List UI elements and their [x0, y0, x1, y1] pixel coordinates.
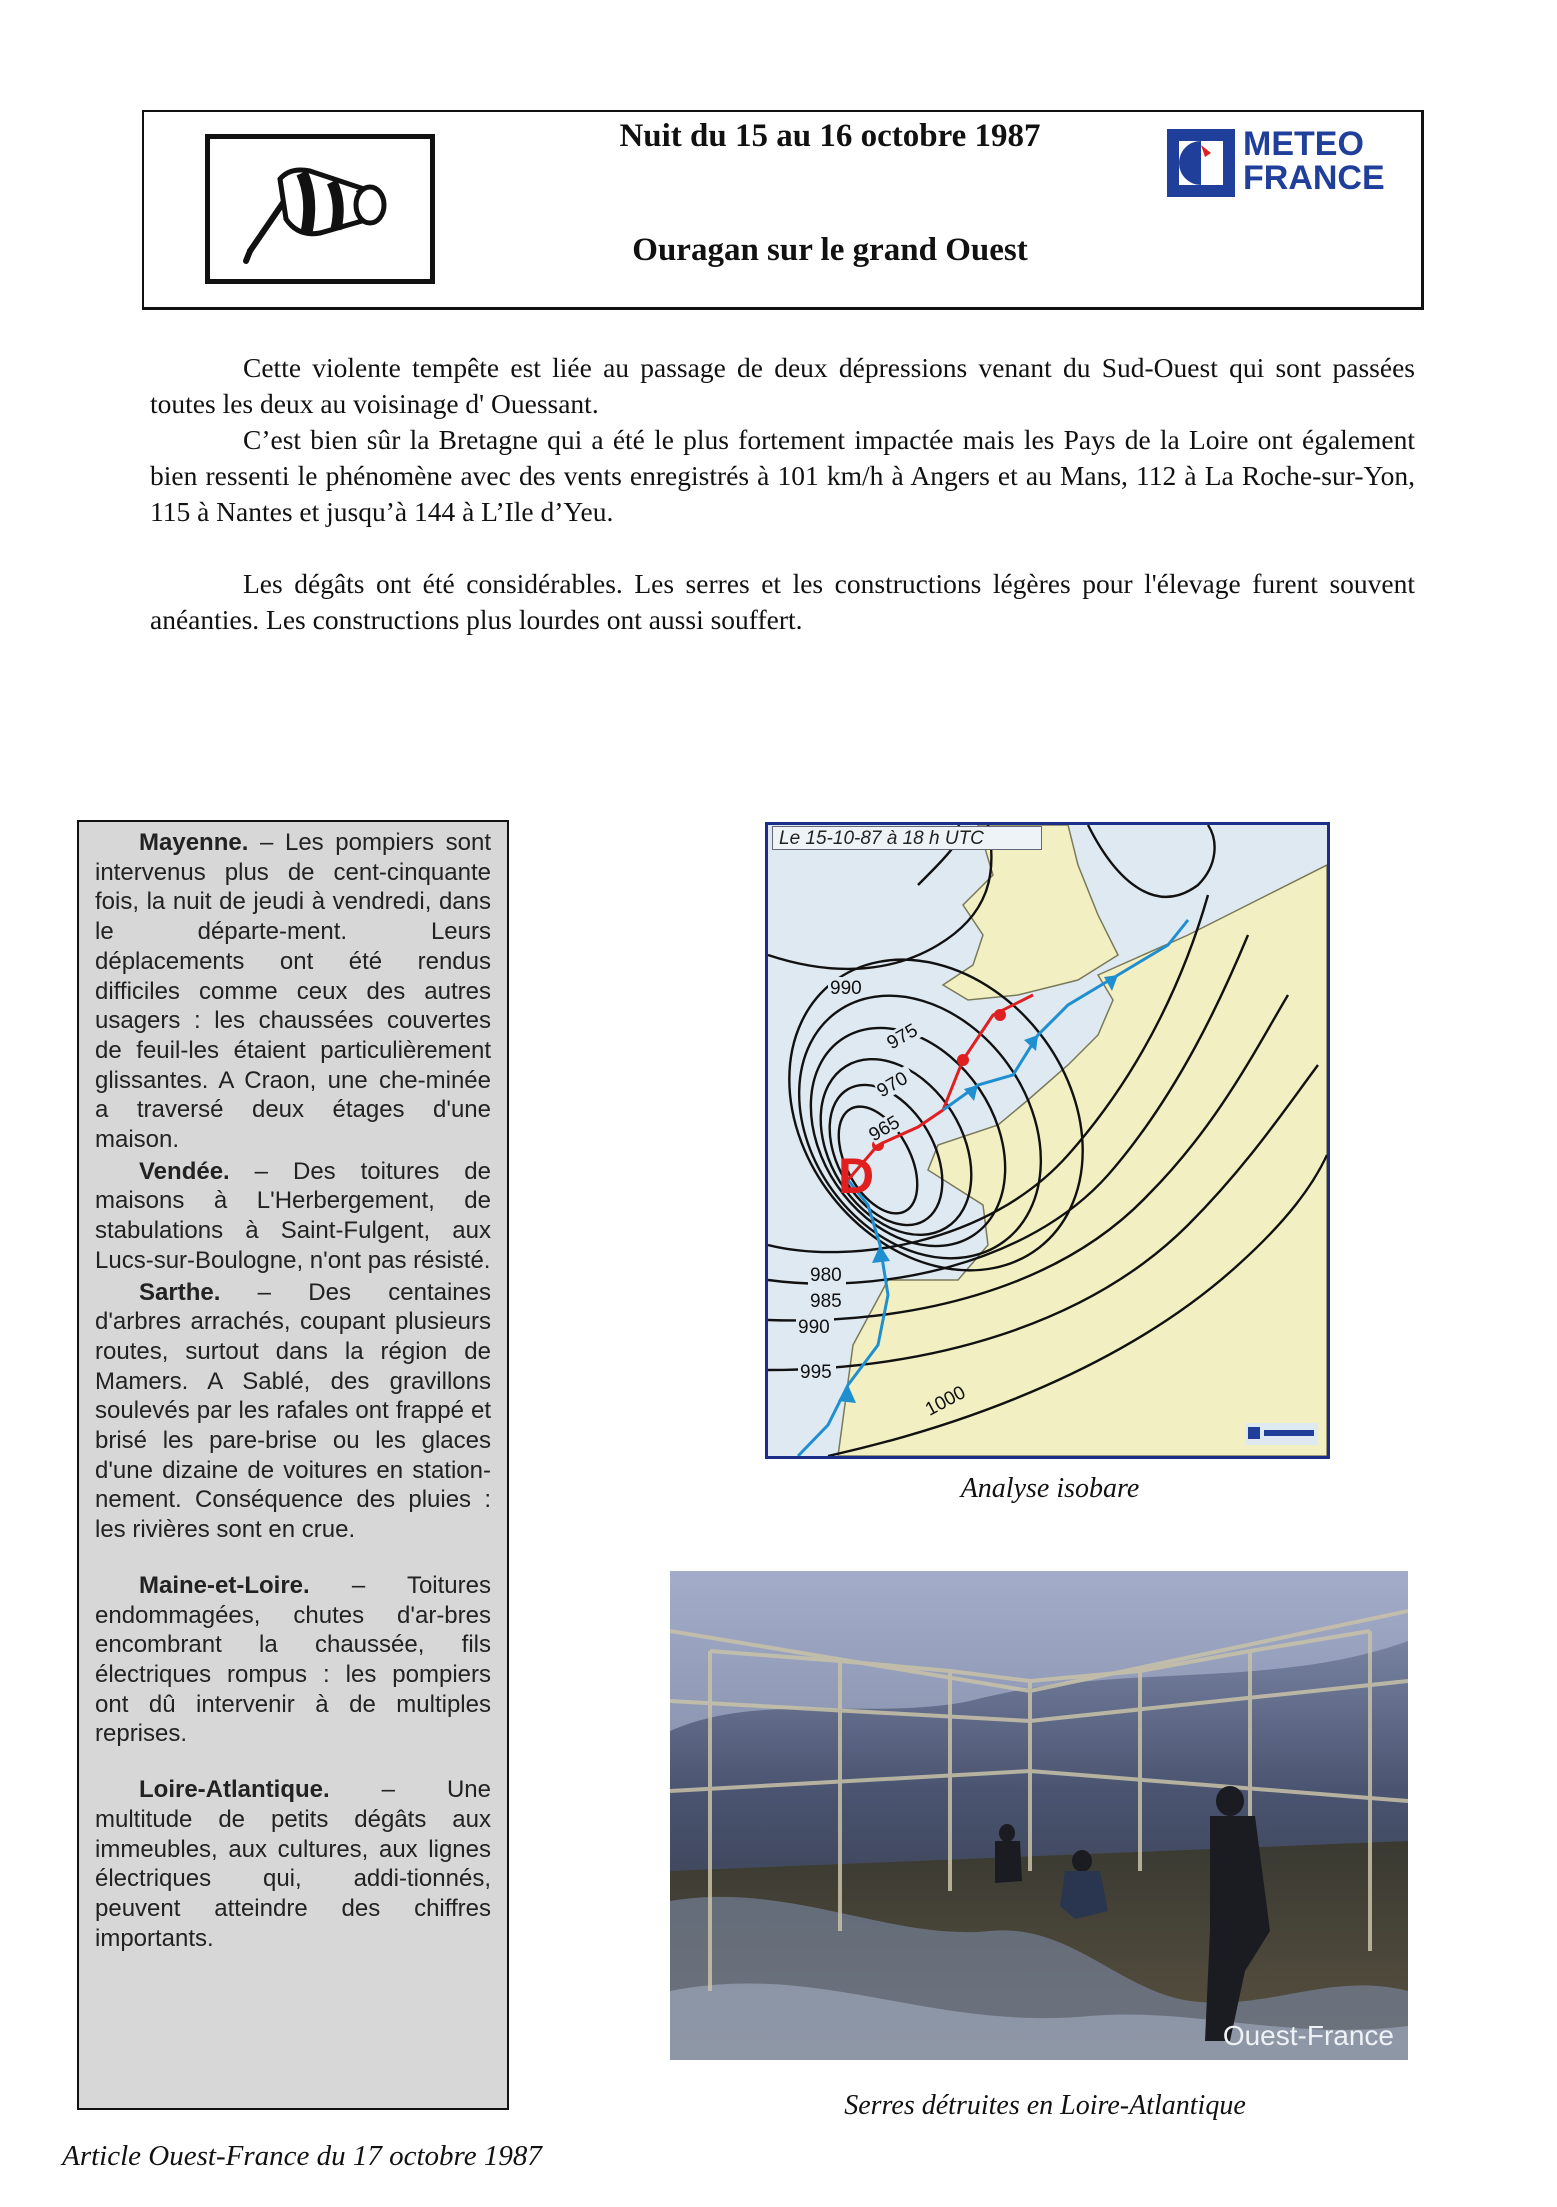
- map-caption: Analyse isobare: [960, 1473, 1140, 1504]
- isobar-label: 995: [800, 1362, 832, 1383]
- brand-line-2: FRANCE: [1243, 159, 1385, 197]
- clipping-text: – Des toitures de maisons à L'Herbergement, de stabulations à Saint-Fulgent, aux Lucs-sur-Boulogne, n'ont pas résisté.: [95, 1157, 491, 1274]
- clipping-place: Mayenne.: [139, 829, 249, 856]
- isobar-label: 975: [883, 1019, 922, 1055]
- clipping-caption: Article Ouest-France du 17 octobre 1987: [62, 2140, 542, 2172]
- isobar-label: 965: [865, 1111, 904, 1147]
- clipping-item: [95, 1775, 491, 1953]
- isobar-label: 980: [810, 1265, 842, 1286]
- clipping-place: Vendée.: [139, 1157, 230, 1185]
- clipping-place: Loire-Atlantique.: [139, 1776, 330, 1804]
- body-text: [150, 350, 1415, 638]
- meteo-france-emblem-icon: [1165, 127, 1237, 199]
- map-timestamp: Le 15-10-87 à 18 h UTC: [772, 826, 1042, 850]
- paragraph-3: Les dégâts ont été considérables. Les serres et les constructions légères pour l'élevage furent souvent anéanties. Les constructions plus lourdes ont aussi souffert.: [150, 568, 1415, 635]
- clipping-text: – Les pompiers sont intervenus plus de cent-cinquante fois, la nuit de jeudi à vendredi, dans le départe-ment. Leurs déplacements ont été rendus difficiles comme ceux des autres usagers : les chaussées couvertes de feuil-les étaient particulièrement glissantes. A Craon, une che-minée a traversé deux étages d'une maison.: [95, 829, 491, 1154]
- isobar-label: 990: [798, 1317, 830, 1338]
- photo-credit: Ouest-France: [1222, 2020, 1394, 2051]
- isobar-label: 1000: [921, 1382, 970, 1421]
- document-main-title: Ouragan sur le grand Ouest: [632, 232, 1028, 268]
- meteo-france-logo: [1165, 125, 1395, 205]
- clipping-text: – Des centaines d'arbres arrachés, coupant plusieurs routes, surtout dans la région de Mamers. A Sablé, des gravillons soulevés par les rafales ont frappé et brisé les pare-brise ou les glaces d'une dizaine de voitures en station-nement. Conséquence des pluies : les rivières sont en crue.: [95, 1278, 491, 1544]
- clipping-place: Sarthe.: [139, 1278, 221, 1306]
- clipping-item: [95, 1278, 491, 1545]
- clipping-place: Maine-et-Loire.: [139, 1571, 310, 1599]
- clipping-text: – Toitures endommagées, chutes d'ar-bres encombrant la chaussée, fils électriques rompus : les pompiers ont dû intervenir à de multiples reprises.: [95, 1571, 491, 1748]
- low-pressure-label: D: [838, 1148, 875, 1204]
- brand-line-1: METEO: [1243, 125, 1364, 163]
- paragraph-1: Cette violente tempête est liée au passage de deux dépressions venant du Sud-Ouest qui sont passées toutes les deux au voisinage d' Ouessant.: [150, 352, 1415, 419]
- photo-caption: Serres détruites en Loire-Atlantique: [844, 2090, 1246, 2121]
- newspaper-clipping: [77, 820, 509, 2110]
- document-date-title: Nuit du 15 au 16 octobre 1987: [619, 118, 1041, 154]
- clipping-item: [95, 828, 491, 1155]
- clipping-text: – Une multitude de petits dégâts aux immeubles, aux cultures, aux lignes électriques qui, addi-tionnés, peuvent atteindre des chiffres importants.: [95, 1776, 491, 1952]
- windsock-icon: [205, 134, 435, 284]
- isobar-map: [765, 822, 1330, 1459]
- isobar-label: 990: [830, 978, 862, 999]
- isobar-label: 970: [873, 1067, 912, 1103]
- paragraph-2: C’est bien sûr la Bretagne qui a été le plus fortement impactée mais les Pays de la Loire ont également bien ressenti le phénomène avec des vents enregistrés à 101 km/h à Angers et au Mans, 112 à La Roche-sur-Yon, 115 à Nantes et jusqu’à 144 à L’Ile d’Yeu.: [150, 424, 1415, 527]
- clipping-item: [95, 1157, 491, 1276]
- clipping-item: [95, 1571, 491, 1749]
- greenhouse-photo: [670, 1571, 1408, 2060]
- isobar-label: 985: [810, 1291, 842, 1312]
